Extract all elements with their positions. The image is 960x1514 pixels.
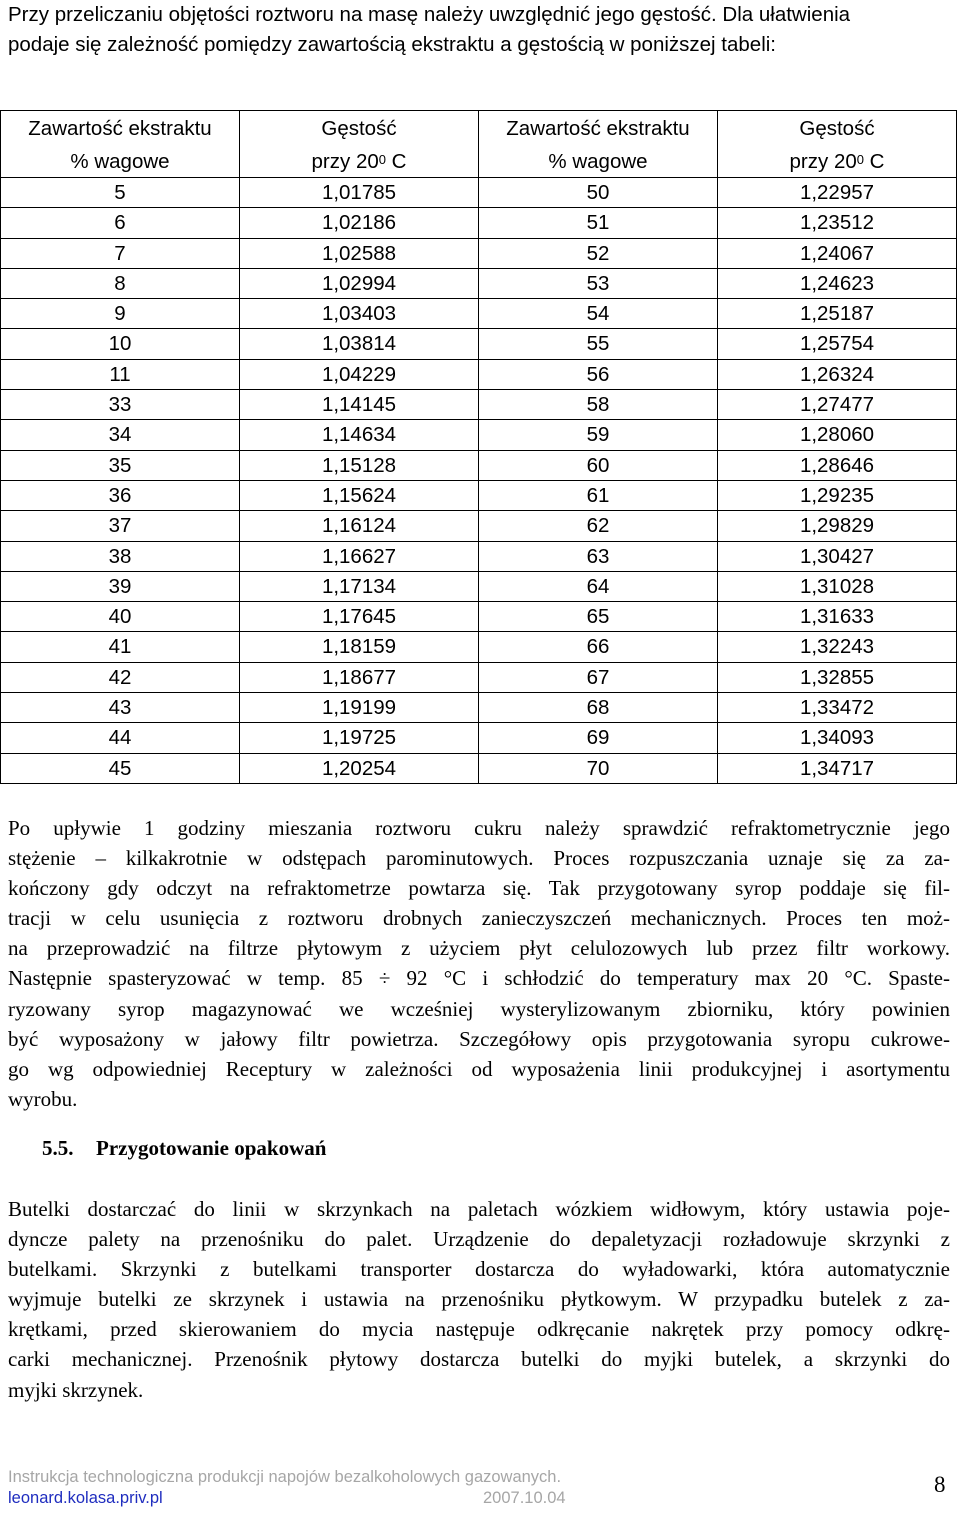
header-extract-unit-1: % wagowe [1,144,240,178]
table-row [1,208,957,238]
table-cell: 1,23512 [718,208,957,238]
intro-line: podaje się zależność pomiędzy zawartością ekstraktu a gęstością w poniższej tabeli: [8,33,776,56]
table-row [1,420,957,450]
table-cell: 56 [479,359,718,389]
table-cell: 1,25187 [718,299,957,329]
table-cell: 1,32243 [718,632,957,662]
table-row [1,480,957,510]
paragraph-line: na przeprowadzić na filtrze płytowym z użyciem płyt celulozowych lub przez filtr workowy. [8,936,950,961]
table-cell: 69 [479,723,718,753]
table-row [1,753,957,783]
paragraph-line: ryzowany syrop magazynować we wcześniej wysterylizowanym zbiorniku, który powinien [8,996,950,1021]
table-cell: 1,15624 [240,480,479,510]
table-cell: 45 [1,753,240,783]
table-row [1,299,957,329]
table-cell: 1,19199 [240,693,479,723]
table-cell: 41 [1,632,240,662]
table-cell: 36 [1,480,240,510]
table-header-row-2 [1,144,957,178]
table-row [1,390,957,420]
table-row [1,571,957,601]
table-row [1,268,957,298]
table-row [1,329,957,359]
paragraph-line: dyncze palety na przenośniku do palet. Urządzenie do depaletyzacji rozładowuje skrzynki z [8,1227,950,1252]
table-cell: 1,03814 [240,329,479,359]
table-cell: 33 [1,390,240,420]
table-cell: 34 [1,420,240,450]
table-cell: 51 [479,208,718,238]
paragraph-line: być wyposażony w jałowy filtr powietrza. Szczegółowy opis przygotowania syropu cukrowe- [8,1026,950,1051]
table-cell: 37 [1,511,240,541]
table-cell: 1,16627 [240,541,479,571]
table-cell: 1,03403 [240,299,479,329]
table-cell: 1,02994 [240,268,479,298]
header-density-unit-2: przy $20^0$ C [718,144,957,178]
table-cell: 66 [479,632,718,662]
table-cell: 1,30427 [718,541,957,571]
table-cell: 61 [479,480,718,510]
paragraph-line: wyjmuje butelki ze skrzynek i ustawia na przenośniku płytkowym. W przypadku butelek z za- [8,1287,950,1312]
table-cell: 1,14634 [240,420,479,450]
header-density-unit-1: przy $20^0$ C [240,144,479,178]
table-cell: 1,31633 [718,602,957,632]
header-extract-2: Zawartość ekstraktu [479,111,718,145]
table-cell: 39 [1,571,240,601]
table-cell: 1,26324 [718,359,957,389]
table-row [1,632,957,662]
header-extract-1: Zawartość ekstraktu [1,111,240,145]
table-cell: 1,17134 [240,571,479,601]
table-cell: 10 [1,329,240,359]
intro-line: Przy przeliczaniu objętości roztworu na masę należy uwzględnić jego gęstość. Dla ułatwienia [8,3,851,26]
table-cell: 7 [1,238,240,268]
paragraph-line: wyrobu. [8,1086,78,1111]
table-cell: 42 [1,662,240,692]
table-cell: 1,02186 [240,208,479,238]
page-number: 8 [934,1472,946,1497]
paragraph-line: go wg odpowiedniej Receptury w zależności od wyposażenia linii produkcyjnej i asortymentu [8,1056,950,1081]
table-cell: 1,22957 [718,178,957,208]
paragraph-syrup [8,813,950,1114]
table-cell: 8 [1,268,240,298]
table-row [1,359,957,389]
table-cell: 43 [1,693,240,723]
table-cell: 55 [479,329,718,359]
table-cell: 1,25754 [718,329,957,359]
table-cell: 1,20254 [240,753,479,783]
table-cell: 1,24067 [718,238,957,268]
table-row [1,602,957,632]
section-number: 5.5. [42,1136,74,1160]
table-cell: 1,31028 [718,571,957,601]
table-cell: 1,18159 [240,632,479,662]
table-cell: 38 [1,541,240,571]
paragraph-line: Następnie spasteryzować w temp. 85 ÷ 92 °C i schłodzić do temperatury max 20 °C. Spaste- [8,966,950,991]
table-row [1,511,957,541]
footer-date: 2007.10.04 [483,1489,566,1507]
table-cell: 63 [479,541,718,571]
table-cell: 1,04229 [240,359,479,389]
paragraph-line: kończony gdy odczyt na refraktometrze powtarza się. Tak przygotowany syrop poddaje się fil- [8,876,950,901]
table-cell: 1,01785 [240,178,479,208]
table-cell: 59 [479,420,718,450]
table-row [1,693,957,723]
table-cell: 1,18677 [240,662,479,692]
table-cell: 1,17645 [240,602,479,632]
table-cell: 6 [1,208,240,238]
table-header-row-1 [1,111,957,145]
table-row [1,238,957,268]
table-cell: 1,28060 [718,420,957,450]
paragraph-line: stężenie – kilkakrotnie w odstępach parominutowych. Proces rozpuszczania uznaje się za za- [8,846,950,871]
table-cell: 50 [479,178,718,208]
table-cell: 53 [479,268,718,298]
footer-link[interactable]: leonard.kolasa.priv.pl [8,1489,163,1507]
paragraph-line: myjki skrzynek. [8,1377,144,1402]
table-row [1,541,957,571]
table-cell: 1,19725 [240,723,479,753]
paragraph-line: Butelki dostarczać do linii w skrzynkach na paletach wózkiem widłowym, który ustawia poje- [8,1197,950,1221]
table-cell: 11 [1,359,240,389]
header-density-2: Gęstość [718,111,957,145]
paragraph-line: butelkami. Skrzynki z butelkami transporter dostarcza do wyładowarki, która automatycznie [8,1257,950,1282]
table-cell: 1,27477 [718,390,957,420]
table-cell: 1,33472 [718,693,957,723]
footer-title: Instrukcja technologiczna produkcji napojów bezalkoholowych gazowanych. [8,1468,562,1486]
table-cell: 1,02588 [240,238,479,268]
table-cell: 65 [479,602,718,632]
table-cell: 1,29235 [718,480,957,510]
table-cell: 58 [479,390,718,420]
table-cell: 60 [479,450,718,480]
table-row [1,450,957,480]
header-density-1: Gęstość [240,111,479,145]
table-cell: 44 [1,723,240,753]
table-cell: 5 [1,178,240,208]
table-body [1,178,957,784]
table-cell: 1,14145 [240,390,479,420]
table-row [1,662,957,692]
table-cell: 64 [479,571,718,601]
table-cell: 1,28646 [718,450,957,480]
table-cell: 54 [479,299,718,329]
table-cell: 1,32855 [718,662,957,692]
table-cell: 1,16124 [240,511,479,541]
table-cell: 1,34093 [718,723,957,753]
intro-text [8,0,953,60]
table-cell: 68 [479,693,718,723]
table-row [1,723,957,753]
table-cell: 1,15128 [240,450,479,480]
table-cell: 70 [479,753,718,783]
section-title: Przygotowanie opakowań [96,1136,327,1160]
table-cell: 62 [479,511,718,541]
table-row [1,178,957,208]
paragraph-line: carki mechanicznej. Przenośnik płytowy dostarcza butelki do myjki butelek, a skrzynki do [8,1347,950,1372]
table-cell: 9 [1,299,240,329]
paragraph-packaging [8,1194,950,1405]
table-cell: 1,24623 [718,268,957,298]
section-heading [42,1136,326,1161]
header-extract-unit-2: % wagowe [479,144,718,178]
table-cell: 35 [1,450,240,480]
paragraph-line: tracji w celu usunięcia z roztworu drobnych zanieczyszczeń mechanicznych. Proces ten moż- [8,906,950,931]
table-cell: 40 [1,602,240,632]
table-cell: 67 [479,662,718,692]
paragraph-line: krętkami, przed skierowaniem do mycia następuje odkręcanie nakrętek przy pomocy odkrę- [8,1317,950,1342]
table-cell: 1,29829 [718,511,957,541]
table-cell: 52 [479,238,718,268]
paragraph-line: Po upływie 1 godziny mieszania roztworu cukru należy sprawdzić refraktometrycznie jego [8,816,950,840]
table-cell: 1,34717 [718,753,957,783]
density-table [0,110,957,784]
